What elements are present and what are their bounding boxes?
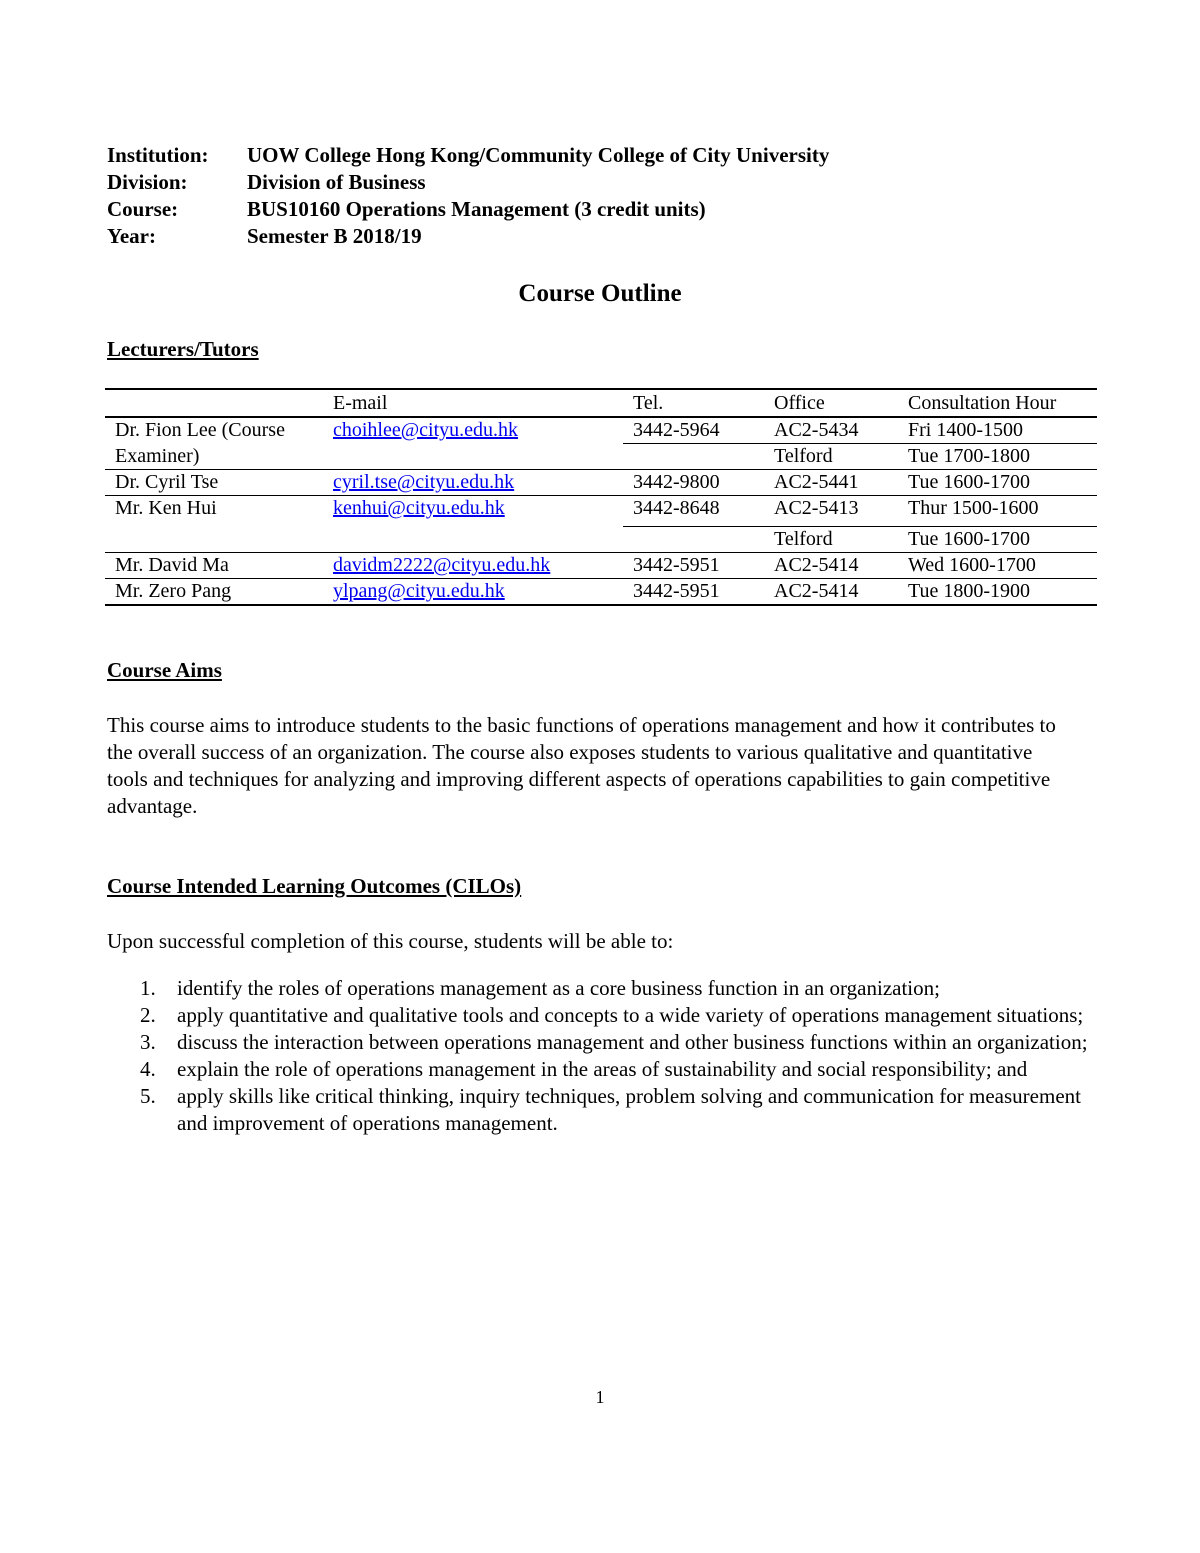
tutor-name: Examiner): [105, 444, 323, 470]
list-item-text: explain the role of operations management in the areas of sustainability and social responsibility; and: [177, 1057, 1028, 1081]
page-title: Course Outline: [518, 280, 682, 307]
header-label: Division:: [107, 170, 188, 194]
table-row: [105, 496, 1097, 527]
list-item-text: apply quantitative and qualitative tools and concepts to a wide variety of operations management situations;: [177, 1003, 1084, 1027]
header-label: Year:: [107, 224, 156, 248]
lecturers-table: [105, 388, 1097, 606]
table-row: [105, 417, 1097, 444]
list-item-number: 3.: [140, 1030, 156, 1054]
list-item: [107, 1083, 1097, 1137]
tutor-name: Mr. Zero Pang: [105, 579, 323, 606]
header-label: Course:: [107, 197, 179, 221]
list-item-number: 5.: [140, 1084, 156, 1108]
tutor-tel: 3442-5951: [623, 579, 764, 606]
tutor-hour: Tue 1600-1700: [898, 527, 1097, 553]
tutor-hour: Thur 1500-1600: [898, 496, 1097, 527]
list-item-text: identify the roles of operations management as a core business function in an organization;: [177, 976, 940, 1000]
course-aims-text: This course aims to introduce students to the basic functions of operations management and how it contributes to the overall success of an organization. The course also exposes students to various qualitative and quantitative tools and techniques for analyzing and improving different aspects of operations capabilities to gain competitive advantage.: [107, 713, 1056, 818]
tutor-office: AC2-5414: [764, 553, 898, 579]
table-row: [105, 579, 1097, 606]
tutor-tel: [623, 527, 764, 553]
page-number: 1: [595, 1387, 605, 1407]
email-link[interactable]: ylpang@cityu.edu.hk: [333, 580, 505, 602]
tutor-tel: 3442-9800: [623, 470, 764, 496]
list-item-text: discuss the interaction between operations management and other business functions within an organization;: [177, 1030, 1088, 1054]
tutor-name: [105, 527, 323, 553]
lecturers-heading: Lecturers/Tutors: [107, 337, 259, 361]
tutor-hour: Tue 1600-1700: [898, 470, 1097, 496]
tutor-tel: 3442-5951: [623, 553, 764, 579]
column-header: Office: [764, 389, 898, 417]
header-value: Division of Business: [247, 170, 426, 194]
email-link[interactable]: kenhui@cityu.edu.hk: [333, 497, 505, 519]
list-item: [107, 1056, 1097, 1083]
list-item: [107, 1002, 1097, 1029]
list-item-text: apply skills like critical thinking, inquiry techniques, problem solving and communication for measurement and improvement of operations management.: [177, 1084, 1081, 1135]
tutor-email: [323, 444, 623, 470]
email-link[interactable]: davidm2222@cityu.edu.hk: [333, 554, 551, 576]
tutor-email[interactable]: [323, 417, 623, 444]
column-header: [105, 389, 323, 417]
tutor-email[interactable]: [323, 579, 623, 606]
course-aims-heading: Course Aims: [107, 658, 222, 682]
table-row: [105, 527, 1097, 553]
table-header-row: [105, 389, 1097, 417]
tutor-email[interactable]: [323, 470, 623, 496]
tutor-email: [323, 527, 623, 553]
header-value: BUS10160 Operations Management (3 credit units): [247, 197, 706, 221]
tutor-name: Mr. Ken Hui: [115, 497, 217, 519]
column-header: Consultation Hour: [898, 389, 1097, 417]
tutor-email[interactable]: [323, 553, 623, 579]
header-value: UOW College Hong Kong/Community College of City University: [247, 143, 830, 167]
email-link[interactable]: cyril.tse@cityu.edu.hk: [333, 471, 515, 493]
tutor-office: AC2-5413: [764, 496, 898, 527]
tutor-office: AC2-5434: [774, 419, 859, 441]
table-row: [105, 470, 1097, 496]
tutor-hour: Tue 1700-1800: [898, 444, 1097, 470]
list-item-number: 1.: [140, 976, 156, 1000]
tutor-name: Dr. Cyril Tse: [105, 470, 323, 496]
tutor-tel: 3442-8648: [623, 496, 764, 527]
tutor-hour: Fri 1400-1500: [908, 419, 1023, 441]
tutor-email[interactable]: [323, 496, 623, 527]
tutor-hour: Wed 1600-1700: [898, 553, 1097, 579]
tutor-name: Dr. Fion Lee (Course: [115, 419, 285, 441]
tutor-tel: [623, 444, 764, 470]
header-row-division: [107, 169, 829, 196]
column-header: E-mail: [323, 389, 623, 417]
tutor-office: AC2-5441: [764, 470, 898, 496]
tutor-office: Telford: [764, 444, 898, 470]
cilos-list: [107, 975, 1097, 1137]
tutor-hour: Tue 1800-1900: [898, 579, 1097, 606]
tutor-office: AC2-5414: [764, 579, 898, 606]
table-row: [105, 444, 1097, 470]
tutor-name: Mr. David Ma: [105, 553, 323, 579]
list-item: [107, 1029, 1097, 1056]
header-row-institution: [107, 142, 829, 169]
tutor-office: Telford: [764, 527, 898, 553]
cilos-intro: Upon successful completion of this course, students will be able to:: [107, 929, 674, 953]
header-row-year: [107, 223, 829, 250]
header-value: Semester B 2018/19: [247, 224, 422, 248]
email-link[interactable]: choihlee@cityu.edu.hk: [333, 419, 519, 441]
course-info-header: [107, 142, 829, 250]
tutor-tel: 3442-5964: [623, 417, 764, 444]
header-row-course: [107, 196, 829, 223]
header-label: Institution:: [107, 143, 209, 167]
list-item: [107, 975, 1097, 1002]
cilos-heading: Course Intended Learning Outcomes (CILOs): [107, 874, 522, 898]
table-row: [105, 553, 1097, 579]
list-item-number: 2.: [140, 1003, 156, 1027]
list-item-number: 4.: [140, 1057, 156, 1081]
column-header: Tel.: [623, 389, 764, 417]
